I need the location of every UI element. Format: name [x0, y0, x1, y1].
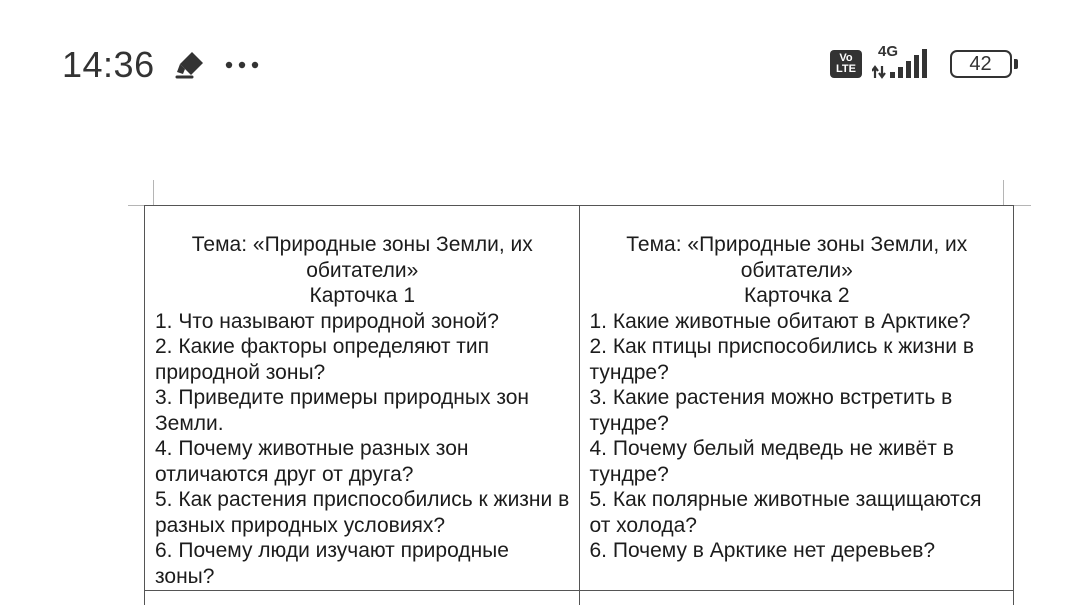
card-number: Карточка 1 — [309, 284, 415, 307]
question-item: 4. Почему животные разных зон отличаются друг от друга? — [155, 437, 469, 486]
card-number: Карточка 2 — [743, 284, 850, 307]
margin-guide — [1003, 180, 1004, 206]
question-item: 6. Почему в Арктике нет деревьев? — [589, 539, 936, 562]
pen-notification-icon — [172, 46, 208, 82]
cards-table — [144, 205, 1014, 605]
clock: 14:36 — [62, 44, 155, 85]
margin-guide — [153, 180, 154, 206]
signal-icon — [872, 43, 940, 80]
question-item: 1. Какие животные обитают в Арктике? — [589, 309, 971, 333]
volte-icon — [830, 50, 862, 78]
question-item: 6. Почему люди изучают природные зоны? — [155, 539, 509, 588]
question-item: 4. Почему белый медведь не живёт в тундре? — [589, 437, 954, 486]
card-cell-2[interactable] — [579, 206, 1014, 605]
question-item: 3. Приведите примеры природных зон Земли. — [155, 386, 530, 435]
status-bar — [0, 0, 1079, 130]
question-item: 2. Как птицы приспособились к жизни в тундре? — [589, 335, 974, 384]
question-item: 5. Как растения приспособились к жизни в разных природных условиях? — [155, 488, 570, 537]
battery-level: 42 — [969, 53, 992, 75]
volte-label-top: Vo — [839, 52, 853, 64]
card-topic: Тема: «Природные зоны Земли, их обитатели» — [626, 233, 968, 282]
more-notifications-icon[interactable] — [224, 60, 260, 70]
document-page[interactable] — [0, 170, 1079, 594]
battery-icon — [950, 50, 1012, 78]
volte-label-bottom: LTE — [836, 63, 856, 75]
card-cell-1[interactable] — [145, 206, 579, 605]
network-type-label: 4G — [878, 43, 899, 60]
question-list — [590, 309, 1005, 564]
table-bottom-border — [144, 590, 1014, 591]
question-item: 1. Что называют природной зоной? — [155, 309, 499, 333]
question-item: 5. Как полярные животные защищаются от холода? — [589, 488, 982, 537]
battery-tip — [1014, 59, 1018, 69]
card-topic: Тема: «Природные зоны Земли, их обитатели» — [191, 233, 533, 282]
question-item: 3. Какие растения можно встретить в тундре? — [589, 386, 953, 435]
question-item: 2. Какие факторы определяют тип природной зоны? — [155, 335, 490, 384]
question-list — [155, 309, 570, 590]
